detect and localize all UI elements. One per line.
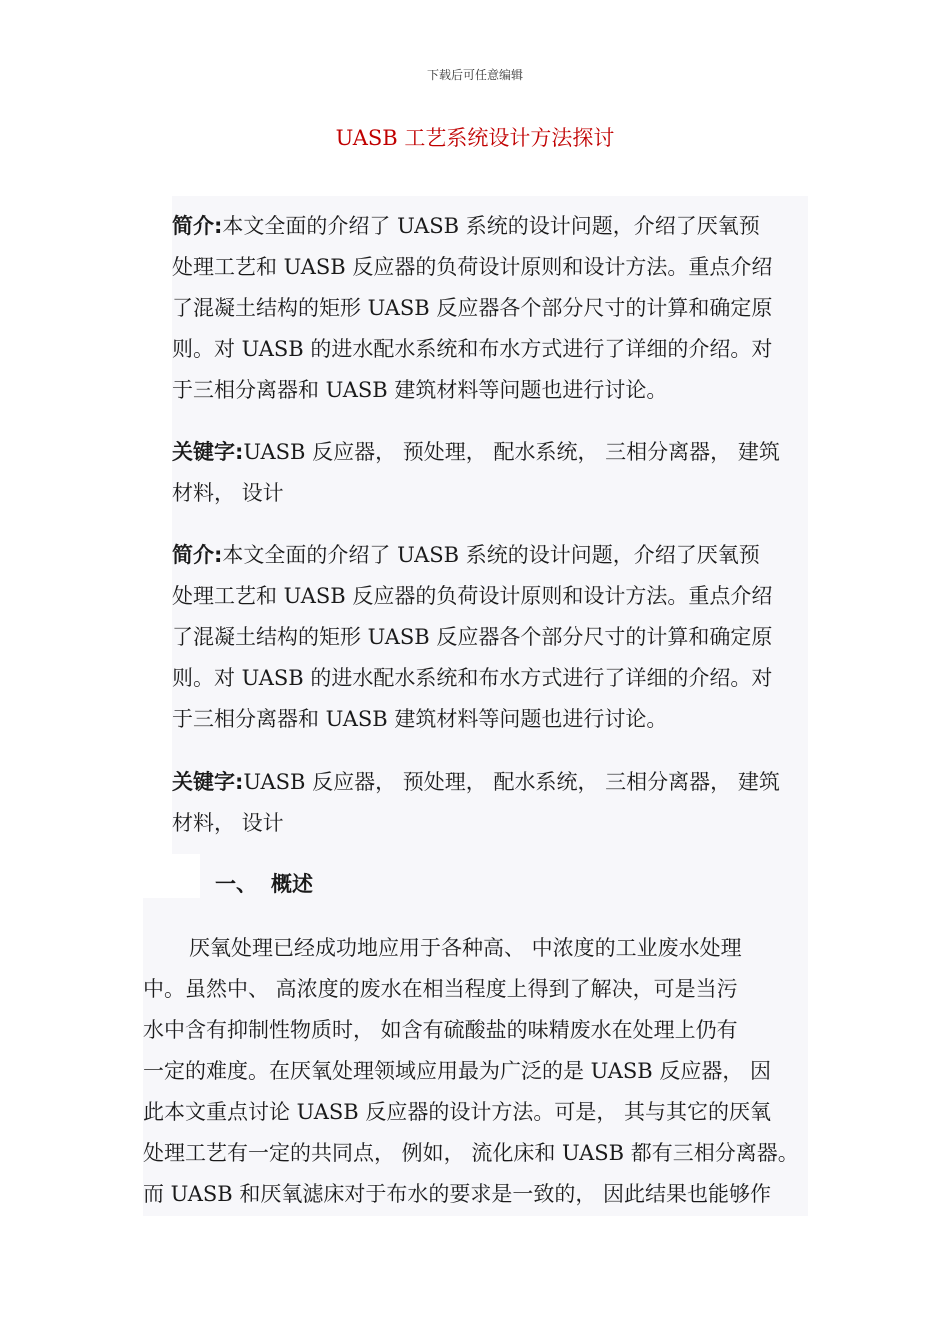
text-line: 了混凝土结构的矩形 UASB 反应器各个部分尺寸的计算和确定原: [172, 625, 773, 649]
text-line: [172, 535, 772, 576]
text-line: 处理工艺和 UASB 反应器的负荷设计原则和设计方法。重点介绍: [172, 255, 773, 279]
text-line: 厌氧处理已经成功地应用于各种高、 中浓度的工业废水处理: [189, 936, 742, 960]
text-line: [172, 206, 772, 247]
header-note: 下载后可任意编辑: [426, 68, 523, 82]
text-line: 则。对 UASB 的进水配水系统和布水方式进行了详细的介绍。对: [172, 666, 773, 690]
text-line: 而 UASB 和厌氧滤床对于布水的要求是一致的， 因此结果也能够作: [143, 1182, 772, 1206]
text-line: 中。虽然中、 高浓度的废水在相当程度上得到了解决，可是当污: [143, 977, 738, 1001]
body-paragraph: [143, 928, 799, 1215]
keywords-paragraph-1: [172, 432, 780, 514]
text-line: 则。对 UASB 的进水配水系统和布水方式进行了详细的介绍。对: [172, 337, 773, 361]
text-line: 处理工艺和 UASB 反应器的负荷设计原则和设计方法。重点介绍: [172, 584, 773, 608]
text-line: 一定的难度。在厌氧处理领域应用最为广泛的是 UASB 反应器， 因: [143, 1059, 772, 1083]
abstract-paragraph-2: [172, 535, 772, 740]
section-heading: [215, 868, 313, 898]
text-line: 材料， 设计: [172, 481, 284, 505]
text-line: 水中含有抑制性物质时， 如含有硫酸盐的味精废水在处理上仍有: [143, 1018, 738, 1042]
abstract-label: 简介:: [172, 214, 223, 238]
keywords-paragraph-2: [172, 762, 780, 844]
text-line: [172, 432, 780, 473]
text-line: 于三相分离器和 UASB 建筑材料等问题也进行讨论。: [172, 707, 668, 731]
text-line: 了混凝土结构的矩形 UASB 反应器各个部分尺寸的计算和确定原: [172, 296, 773, 320]
text-line: 于三相分离器和 UASB 建筑材料等问题也进行讨论。: [172, 378, 668, 402]
text-line: 处理工艺有一定的共同点， 例如， 流化床和 UASB 都有三相分离器。: [143, 1141, 799, 1165]
text: UASB 反应器， 预处理， 配水系统， 三相分离器， 建筑: [243, 770, 780, 794]
document-title: UASB 工艺系统设计方法探讨: [335, 126, 615, 150]
section-number: 一、: [215, 872, 257, 896]
keywords-label: 关键字:: [172, 440, 244, 464]
text-line: 材料， 设计: [172, 811, 284, 835]
text: 本文全面的介绍了 UASB 系统的设计问题，介绍了厌氧预: [222, 543, 760, 567]
keywords-label: 关键字:: [172, 770, 244, 794]
text-line: 此本文重点讨论 UASB 反应器的设计方法。可是， 其与其它的厌氧: [143, 1100, 772, 1124]
abstract-label: 简介:: [172, 543, 223, 567]
section-heading-text: 概述: [271, 872, 313, 896]
text: 本文全面的介绍了 UASB 系统的设计问题，介绍了厌氧预: [222, 214, 760, 238]
abstract-paragraph-1: [172, 206, 772, 411]
text: UASB 反应器， 预处理， 配水系统， 三相分离器， 建筑: [243, 440, 780, 464]
text-line: [172, 762, 780, 803]
